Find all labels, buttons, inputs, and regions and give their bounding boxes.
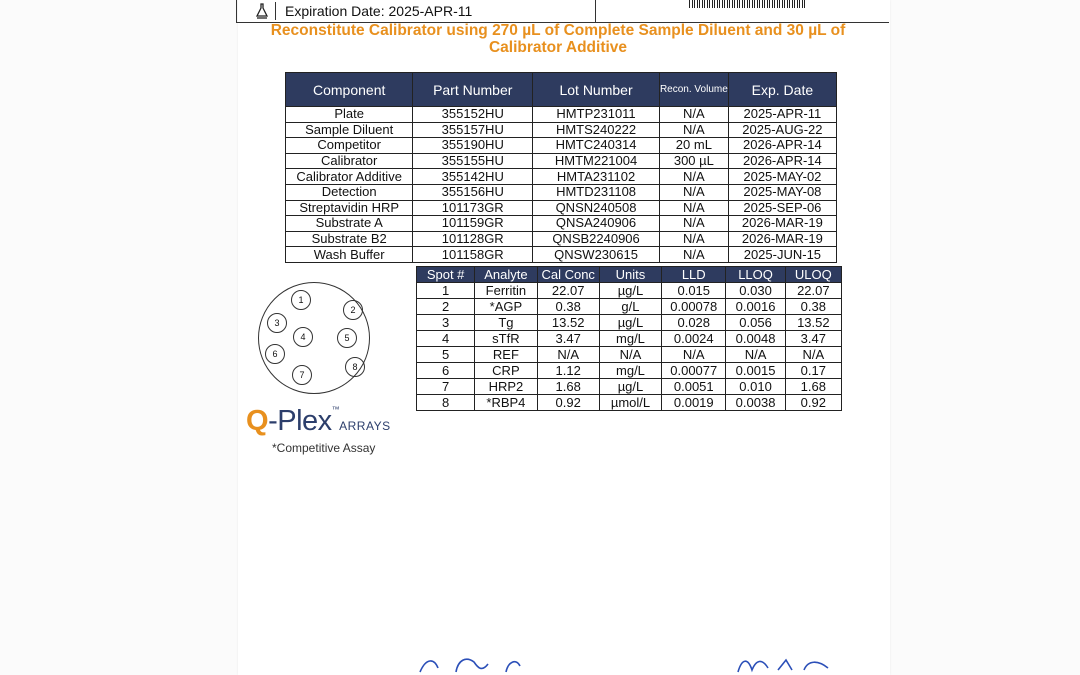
competitive-assay-footnote: *Competitive Assay bbox=[272, 441, 376, 455]
analyte-table-cell: N/A bbox=[537, 347, 599, 363]
analyte-table-cell: 0.0015 bbox=[726, 363, 785, 379]
component-table-cell: N/A bbox=[659, 107, 728, 123]
component-table-body bbox=[286, 107, 837, 263]
logo-arrays: ARRAYS bbox=[339, 419, 391, 433]
analyte-table-cell: 13.52 bbox=[785, 315, 841, 331]
analyte-table-cell: 0.0038 bbox=[726, 395, 785, 411]
analyte-table-cell: 0.056 bbox=[726, 315, 785, 331]
component-table-cell: 355157HU bbox=[413, 122, 533, 138]
analyte-table-cell: *AGP bbox=[475, 299, 537, 315]
component-table-cell: 2026-MAR-19 bbox=[728, 216, 836, 232]
component-table-cell: Detection bbox=[286, 184, 413, 200]
analyte-table-cell: 5 bbox=[417, 347, 475, 363]
component-table-cell: 101128GR bbox=[413, 231, 533, 247]
analyte-table-cell: N/A bbox=[599, 347, 661, 363]
spot-6-marker: 6 bbox=[265, 344, 285, 364]
component-table-cell: 2025-APR-11 bbox=[728, 107, 836, 123]
logo-plex: -Plex bbox=[268, 405, 332, 437]
component-table-cell: HMTM221004 bbox=[533, 153, 660, 169]
spot-2-marker: 2 bbox=[343, 300, 363, 320]
component-table-cell: 101173GR bbox=[413, 200, 533, 216]
component-table-cell: HMTP231011 bbox=[533, 107, 660, 123]
component-table-row bbox=[286, 216, 837, 232]
analyte-table-cell: mg/L bbox=[599, 363, 661, 379]
analyte-table-cell: N/A bbox=[785, 347, 841, 363]
kit-info-strip bbox=[236, 0, 889, 23]
strip-divider bbox=[595, 0, 596, 22]
flask-icon bbox=[245, 2, 275, 20]
spot-8-marker: 8 bbox=[345, 357, 365, 377]
component-table-row bbox=[286, 200, 837, 216]
reconstitution-heading bbox=[248, 22, 868, 56]
component-table-cell: Plate bbox=[286, 107, 413, 123]
component-table-row bbox=[286, 247, 837, 263]
analyte-table-cell: 0.0051 bbox=[662, 379, 726, 395]
flask-icon-box bbox=[245, 2, 276, 20]
spot-7-marker: 7 bbox=[292, 365, 312, 385]
analyte-table-cell: 3 bbox=[417, 315, 475, 331]
component-table-cell: 2026-MAR-19 bbox=[728, 231, 836, 247]
component-table-cell: 355190HU bbox=[413, 138, 533, 154]
component-table-cell: QNSW230615 bbox=[533, 247, 660, 263]
component-table-row bbox=[286, 169, 837, 185]
analyte-table-cell: CRP bbox=[475, 363, 537, 379]
component-table-cell: N/A bbox=[659, 200, 728, 216]
component-table-row bbox=[286, 122, 837, 138]
analyte-table-cell: 0.00078 bbox=[662, 299, 726, 315]
analyte-table-cell: 3.47 bbox=[785, 331, 841, 347]
analyte-table-cell: Tg bbox=[475, 315, 537, 331]
spot-layout-diagram bbox=[258, 282, 370, 394]
analyte-table-cell: 1.68 bbox=[785, 379, 841, 395]
analyte-table-header-cell: Units bbox=[599, 267, 661, 283]
component-table-cell: Competitor bbox=[286, 138, 413, 154]
component-table-cell: N/A bbox=[659, 231, 728, 247]
heading-line-2: Calibrator Additive bbox=[488, 39, 628, 56]
analyte-table-row bbox=[417, 347, 842, 363]
analyte-table-cell: 0.38 bbox=[537, 299, 599, 315]
analyte-table-cell: 0.010 bbox=[726, 379, 785, 395]
barcode bbox=[689, 0, 805, 8]
analyte-table-cell: 0.00077 bbox=[662, 363, 726, 379]
component-table-cell: 101158GR bbox=[413, 247, 533, 263]
component-table-cell: Sample Diluent bbox=[286, 122, 413, 138]
analyte-table-header-cell: Spot # bbox=[417, 267, 475, 283]
component-table-cell: QNSB2240906 bbox=[533, 231, 660, 247]
component-table-cell: 20 mL bbox=[659, 138, 728, 154]
analyte-table-header-cell: LLOQ bbox=[726, 267, 785, 283]
analyte-table-cell: HRP2 bbox=[475, 379, 537, 395]
component-table-cell: 2025-SEP-06 bbox=[728, 200, 836, 216]
analyte-table-cell: *RBP4 bbox=[475, 395, 537, 411]
analyte-table-row bbox=[417, 363, 842, 379]
analyte-table-cell: 7 bbox=[417, 379, 475, 395]
component-table-cell: N/A bbox=[659, 247, 728, 263]
component-table-header-cell: Recon. Volume bbox=[659, 73, 728, 107]
analyte-table-row bbox=[417, 395, 842, 411]
analyte-table-header-cell: Analyte bbox=[475, 267, 537, 283]
analyte-table-cell: µg/L bbox=[599, 315, 661, 331]
analyte-table-cell: 0.17 bbox=[785, 363, 841, 379]
component-table-cell: Wash Buffer bbox=[286, 247, 413, 263]
analyte-table-cell: 0.92 bbox=[785, 395, 841, 411]
expiration-date: Expiration Date: 2025-APR-11 bbox=[285, 3, 473, 19]
analyte-table-cell: 0.92 bbox=[537, 395, 599, 411]
component-table-cell: 355152HU bbox=[413, 107, 533, 123]
analyte-table-row bbox=[417, 331, 842, 347]
analyte-table-cell: 3.47 bbox=[537, 331, 599, 347]
spot-1-marker: 1 bbox=[291, 290, 311, 310]
analyte-table-cell: µmol/L bbox=[599, 395, 661, 411]
component-table-cell: Substrate B2 bbox=[286, 231, 413, 247]
analyte-table-cell: 0.015 bbox=[662, 283, 726, 299]
component-table-cell: Calibrator bbox=[286, 153, 413, 169]
component-table-header-cell: Lot Number bbox=[533, 73, 660, 107]
analyte-table-cell: 22.07 bbox=[537, 283, 599, 299]
component-table-cell: 355155HU bbox=[413, 153, 533, 169]
component-table-cell: 2025-MAY-08 bbox=[728, 184, 836, 200]
analyte-table-row bbox=[417, 315, 842, 331]
component-table-cell: Streptavidin HRP bbox=[286, 200, 413, 216]
analyte-table-cell: 0.028 bbox=[662, 315, 726, 331]
component-table-cell: Substrate A bbox=[286, 216, 413, 232]
analyte-table-cell: N/A bbox=[726, 347, 785, 363]
analyte-table-row bbox=[417, 299, 842, 315]
analyte-table-cell: 6 bbox=[417, 363, 475, 379]
analyte-table-cell: mg/L bbox=[599, 331, 661, 347]
analyte-table-cell: 4 bbox=[417, 331, 475, 347]
spot-5-marker: 5 bbox=[337, 328, 357, 348]
component-table-row bbox=[286, 138, 837, 154]
analyte-table-cell: Ferritin bbox=[475, 283, 537, 299]
analyte-table bbox=[416, 266, 842, 411]
component-table-cell: QNSN240508 bbox=[533, 200, 660, 216]
component-table-cell: N/A bbox=[659, 216, 728, 232]
analyte-table-header-cell: ULOQ bbox=[785, 267, 841, 283]
analyte-table-cell: 8 bbox=[417, 395, 475, 411]
component-table-row bbox=[286, 184, 837, 200]
analyte-table-cell: 1.12 bbox=[537, 363, 599, 379]
analyte-table-cell: µg/L bbox=[599, 283, 661, 299]
analyte-table-body bbox=[417, 283, 842, 411]
component-table-cell: QNSA240906 bbox=[533, 216, 660, 232]
analyte-table-cell: N/A bbox=[662, 347, 726, 363]
analyte-table-cell: 1.68 bbox=[537, 379, 599, 395]
analyte-table-cell: 0.0048 bbox=[726, 331, 785, 347]
component-table-cell: 355156HU bbox=[413, 184, 533, 200]
component-table-cell: HMTS240222 bbox=[533, 122, 660, 138]
component-table-cell: N/A bbox=[659, 122, 728, 138]
component-table bbox=[285, 72, 837, 263]
component-table-cell: N/A bbox=[659, 169, 728, 185]
analyte-table-cell: g/L bbox=[599, 299, 661, 315]
component-table-cell: HMTC240314 bbox=[533, 138, 660, 154]
analyte-table-cell: 0.0016 bbox=[726, 299, 785, 315]
component-table-cell: HMTA231102 bbox=[533, 169, 660, 185]
component-table-row bbox=[286, 231, 837, 247]
handwritten-signature bbox=[408, 652, 848, 675]
logo-tm: ™ bbox=[331, 405, 340, 414]
component-table-cell: 2025-AUG-22 bbox=[728, 122, 836, 138]
component-table-header-cell: Part Number bbox=[413, 73, 533, 107]
component-table-header bbox=[286, 73, 837, 107]
component-table-header-cell: Component bbox=[286, 73, 413, 107]
analyte-table-header bbox=[417, 267, 842, 283]
analyte-table-header-cell: LLD bbox=[662, 267, 726, 283]
analyte-table-cell: µg/L bbox=[599, 379, 661, 395]
analyte-table-cell: 13.52 bbox=[537, 315, 599, 331]
logo-q: Q bbox=[246, 405, 269, 437]
component-table-cell: 355142HU bbox=[413, 169, 533, 185]
analyte-table-header-cell: Cal Conc bbox=[537, 267, 599, 283]
analyte-table-cell: 0.0019 bbox=[662, 395, 726, 411]
qplex-logo bbox=[246, 405, 391, 438]
analyte-table-cell: 0.0024 bbox=[662, 331, 726, 347]
analyte-table-cell: 0.38 bbox=[785, 299, 841, 315]
analyte-table-cell: 2 bbox=[417, 299, 475, 315]
component-table-cell: 2025-JUN-15 bbox=[728, 247, 836, 263]
component-table-cell: 300 µL bbox=[659, 153, 728, 169]
component-table-row bbox=[286, 107, 837, 123]
heading-line-1: Reconstitute Calibrator using 270 µL of Complete Sample Diluent and 30 µL of bbox=[270, 22, 846, 39]
analyte-table-cell: 1 bbox=[417, 283, 475, 299]
spot-4-marker: 4 bbox=[293, 327, 313, 347]
component-table-cell: HMTD231108 bbox=[533, 184, 660, 200]
component-table-cell: 101159GR bbox=[413, 216, 533, 232]
component-table-row bbox=[286, 153, 837, 169]
component-table-cell: 2026-APR-14 bbox=[728, 138, 836, 154]
component-table-cell: 2025-MAY-02 bbox=[728, 169, 836, 185]
analyte-table-row bbox=[417, 283, 842, 299]
component-table-cell: N/A bbox=[659, 184, 728, 200]
component-table-header-cell: Exp. Date bbox=[728, 73, 836, 107]
analyte-table-cell: 0.030 bbox=[726, 283, 785, 299]
component-table-cell: 2026-APR-14 bbox=[728, 153, 836, 169]
analyte-table-cell: 22.07 bbox=[785, 283, 841, 299]
analyte-table-cell: REF bbox=[475, 347, 537, 363]
spot-3-marker: 3 bbox=[267, 313, 287, 333]
component-table-cell: Calibrator Additive bbox=[286, 169, 413, 185]
analyte-table-cell: sTfR bbox=[475, 331, 537, 347]
analyte-table-row bbox=[417, 379, 842, 395]
